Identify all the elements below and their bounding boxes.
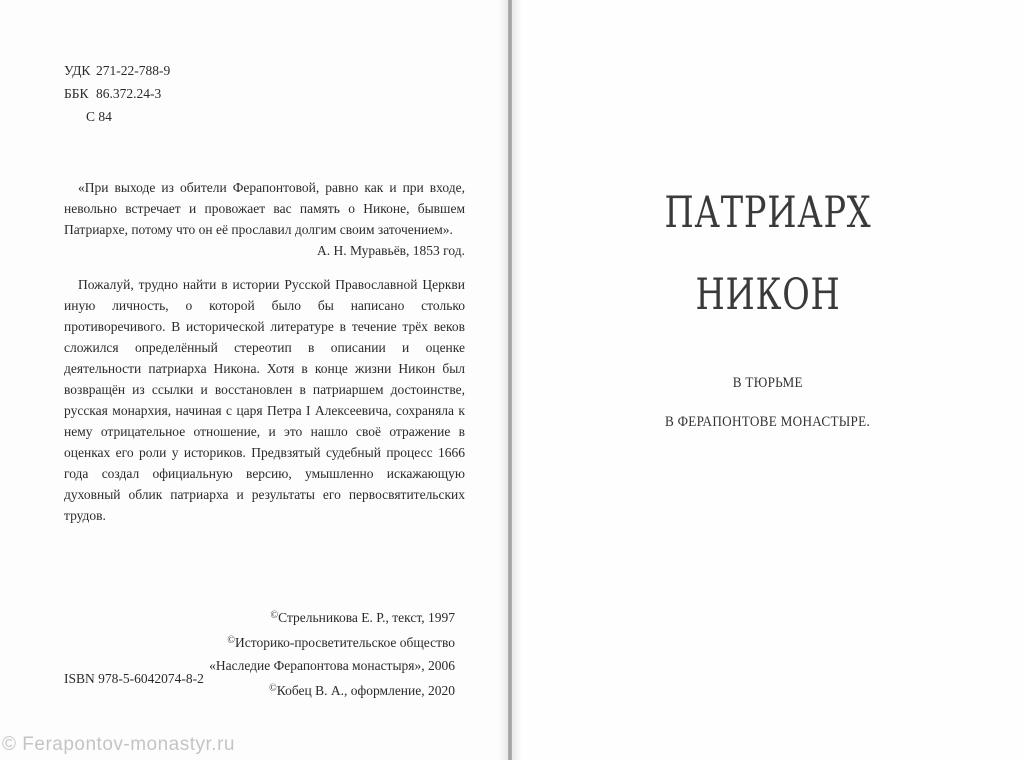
bbk-row bbox=[64, 82, 170, 105]
subtitle-text-1: В ТЮРЬМЕ bbox=[732, 375, 804, 391]
watermark: © Ferapontov-monastyr.ru bbox=[2, 734, 235, 755]
title-line-1 bbox=[512, 188, 1024, 238]
bbk-label: ББК bbox=[64, 86, 89, 101]
copyright-line-text: Стрельникова Е. Р., текст, 1997 bbox=[278, 610, 455, 625]
annotation bbox=[64, 274, 465, 526]
isbn: ISBN 978-5-6042074-8-2 bbox=[64, 671, 204, 686]
subtitle-text-2: В ФЕРАПОНТОВЕ МОНАСТЫРЕ. bbox=[665, 414, 871, 430]
classification-block bbox=[64, 59, 170, 128]
udk-value: 271-22-788-9 bbox=[96, 63, 171, 78]
copyright-text bbox=[155, 604, 455, 629]
copyright-publisher-name: «Наследие Ферапонтова монастыря», 2006 bbox=[209, 658, 455, 673]
annotation-paragraph: Пожалуй, трудно найти в истории Русской Православной Церкви иную личность, о которой было бы написано столько противоречивого. В исторической литературе в течение трёх веков сложился определённый стереотип в описании и оценке деятельности патриарха Никона. Хотя в конце жизни Никон был возвращён из ссылки и восстановлен в патриаршем достоинстве, русская монархия, начиная с царя Петра I Алексеевича, сохраняла к нему отрицательное отношение, и это нашло своё отражение в оценках его роли у историков. Предвзятый судебный процесс 1666 года создал официальную версию, умышленно искажающую духовный облик патриарха и результаты его первосвятительских трудов. bbox=[64, 277, 465, 523]
udk-label: УДК bbox=[64, 63, 91, 78]
epigraph bbox=[64, 177, 465, 261]
title-text-1: ПАТРИАРХ bbox=[664, 188, 872, 238]
title-line-2 bbox=[512, 270, 1024, 320]
epigraph-text: «При выходе из обители Ферапонтовой, равно как и при входе, невольно встречает и провожает вас память о Никоне, бывшем Патриархе, потому что он её прославил долгим своим заточением». bbox=[64, 180, 465, 237]
epigraph-attribution: А. Н. Муравьёв, 1853 год. bbox=[317, 243, 465, 258]
left-page bbox=[0, 0, 508, 760]
subtitle-line-2 bbox=[512, 414, 1024, 431]
right-page bbox=[512, 0, 1024, 760]
udk-row bbox=[64, 59, 170, 82]
copyright-publisher bbox=[155, 629, 455, 654]
subtitle-line-1 bbox=[512, 375, 1024, 392]
bbk-value: 86.372.24-3 bbox=[96, 86, 162, 101]
title-text-2: НИКОН bbox=[695, 270, 841, 320]
copyright-symbol: © bbox=[227, 635, 236, 646]
copyright-line-design: Кобец В. А., оформление, 2020 bbox=[276, 683, 455, 698]
book-gutter bbox=[498, 0, 522, 760]
copyright-line-publisher: Историко-просветительское общество bbox=[235, 635, 455, 650]
copyright-symbol: © bbox=[270, 610, 279, 621]
author-code: С 84 bbox=[86, 109, 112, 124]
copyright-symbol: © bbox=[269, 683, 277, 694]
